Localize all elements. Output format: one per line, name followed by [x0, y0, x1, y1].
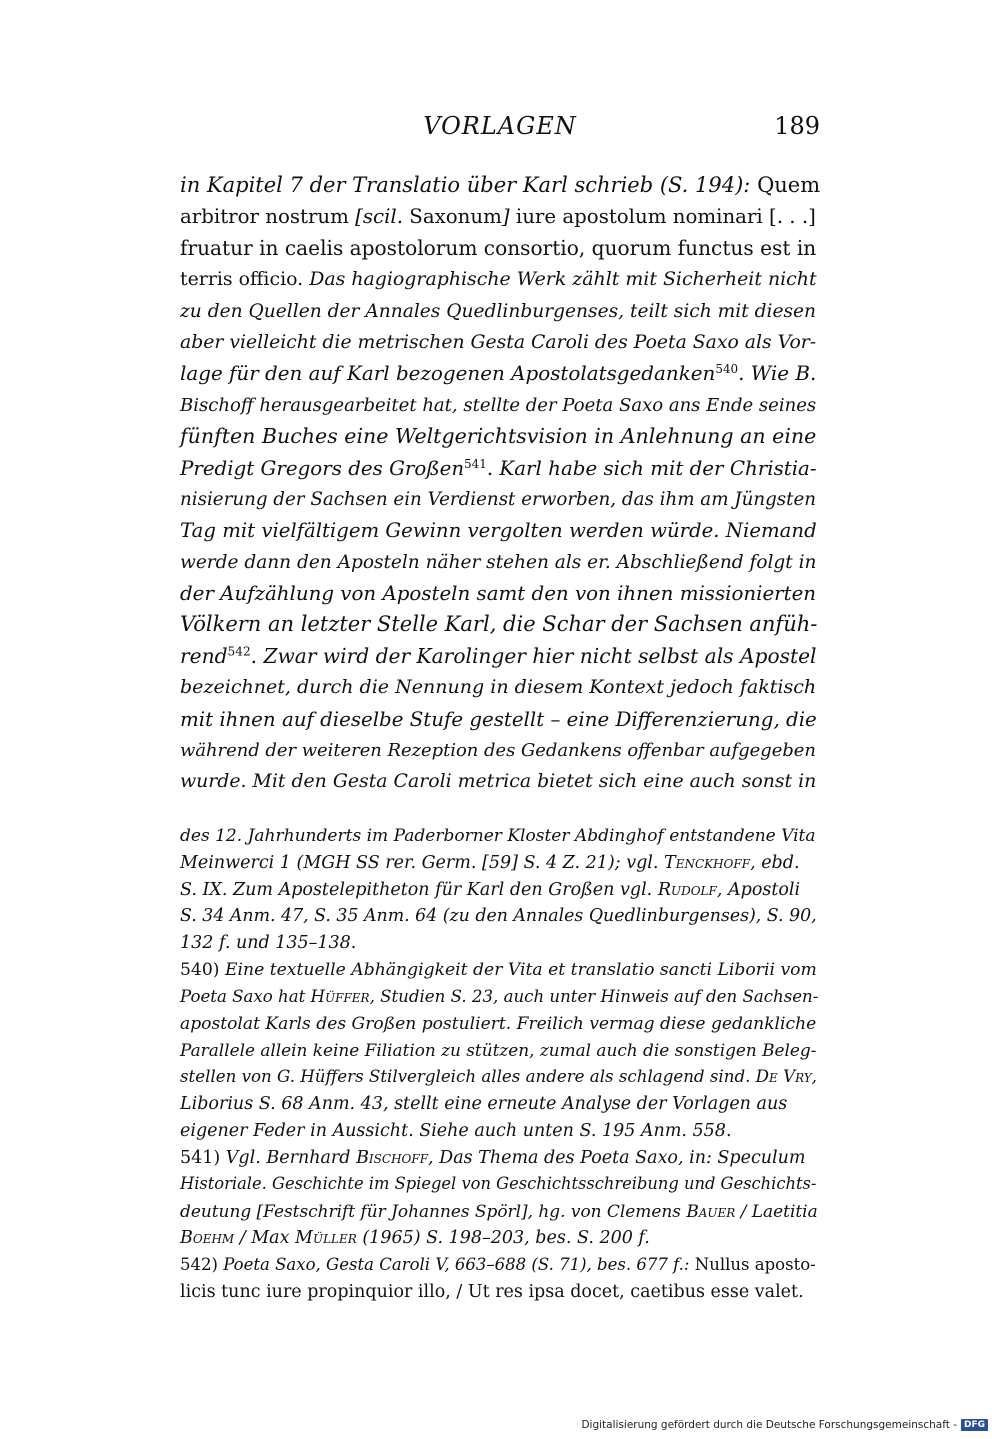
- footnote-line: [180, 903, 820, 930]
- running-title: VORLAGEN: [423, 112, 577, 140]
- body-line: [180, 484, 820, 515]
- page-number: 189: [774, 112, 820, 140]
- text-run: [scil.: [355, 205, 404, 229]
- body-line: [180, 421, 820, 452]
- text-run: eigener Feder in Aussicht. Siehe auch unten S. 195 Anm. 558.: [180, 1120, 732, 1141]
- body-line: [180, 390, 820, 421]
- body-line: [180, 453, 820, 484]
- footnotes: [180, 823, 820, 1305]
- text-run: lage für den auf Karl bezogenen Apostolatsgedanken: [180, 362, 716, 386]
- body-line: [180, 201, 820, 232]
- body-line: [180, 296, 820, 327]
- digitization-notice-text: Digitalisierung gefördert durch die Deutsche Forschungsgemeinschaft -: [581, 1419, 957, 1431]
- body-line: [180, 327, 820, 358]
- text-run: werde dann den Aposteln näher stehen als er. Abschließend folgt in: [180, 551, 817, 573]
- text-run: ]: [501, 205, 510, 229]
- body-line: [180, 547, 820, 578]
- text-run: des 12. Jahrhunderts im Paderborner Kloster Abdinghof entstandene Vita: [180, 826, 816, 846]
- text-run: Nullus aposto-: [689, 1254, 816, 1274]
- footnote-line: [180, 1064, 820, 1091]
- text-run: 540): [180, 959, 225, 980]
- text-run: 132 f. und 135–138.: [180, 933, 357, 954]
- body-line: [180, 672, 820, 703]
- footnote-line: [180, 1091, 820, 1118]
- footnote-line: [180, 930, 820, 957]
- text-run: Liborius S. 68 Anm. 43, stellt eine erneute Analyse der Vorlagen aus: [180, 1093, 788, 1114]
- text-run: wurde. Mit den Gesta Caroli metrica bietet sich eine auch sonst in: [180, 770, 817, 793]
- text-run: S. 34 Anm. 47, S. 35 Anm. 64 (zu den Annales Quedlinburgenses), S. 90,: [180, 906, 817, 927]
- text-run: fünften Buches eine Weltgerichtsvision in Anlehnung an eine: [180, 424, 817, 449]
- text-run: Vgl. Bernhard: [225, 1147, 357, 1168]
- text-run: . Zwar wird der Karolinger hier nicht selbst als Apostel: [250, 643, 817, 668]
- body-line: [180, 170, 820, 201]
- footnote-line: [180, 984, 820, 1011]
- body-line: [180, 264, 820, 295]
- text-run: Meinwerci 1 (MGH SS rer. Germ. [59] S. 4 Z. 21); vgl.: [180, 852, 665, 873]
- footnote-line: [180, 1118, 820, 1145]
- text-run: , Apostoli: [716, 879, 801, 900]
- text-run: mit ihnen auf dieselbe Stufe gestellt – eine Differenzierung, die: [180, 707, 817, 731]
- text-run: ,: [811, 1067, 817, 1087]
- text-run: Bischoff herausgearbeitet hat, stellte der Poeta Saxo ans Ende seines: [180, 394, 817, 416]
- text-run: iure apostolum nominari [. . .]: [509, 205, 816, 229]
- text-run: Poeta Saxo hat: [180, 986, 311, 1006]
- footnote-line: [180, 1011, 820, 1038]
- dfg-logo: DFG: [961, 1419, 988, 1431]
- text-run: während der weiteren Rezeption des Gedankens offenbar aufgegeben: [180, 740, 816, 762]
- text-run: licis tunc iure propinquior illo, / Ut res ipsa docet, caetibus esse valet.: [180, 1281, 804, 1302]
- text-run: Predigt Gregors des Großen: [180, 456, 465, 480]
- footnote-line: [180, 1198, 820, 1225]
- text-run: Saxonum: [403, 205, 502, 229]
- author-name: Tenckhoff: [664, 852, 751, 873]
- footnote-line: [180, 1252, 820, 1279]
- footnote-line: [180, 1037, 820, 1064]
- footnote-line: [180, 1279, 820, 1306]
- body-line: [180, 641, 820, 672]
- text-run: , Studien S. 23, auch unter Hinweis auf den Sachsen-: [369, 986, 819, 1006]
- text-run: Poeta Saxo, Gesta Caroli V, 663–688 (S. 71), bes. 677 f.:: [223, 1254, 690, 1274]
- text-run: aber vielleicht die metrischen Gesta Caroli des Poeta Saxo als Vor-: [180, 331, 817, 353]
- author-name: Bischoff: [356, 1147, 429, 1168]
- body-line: [180, 735, 820, 766]
- text-run: zu den Quellen der Annales Quedlinburgenses, teilt sich mit diesen: [180, 300, 817, 322]
- body-line: [180, 515, 820, 546]
- footnote-line: [180, 877, 820, 904]
- text-run: stellen von G. Hüffers Stilvergleich alles andere als schlagend sind.: [180, 1067, 756, 1087]
- text-run: fruatur in caelis apostolorum consortio, quorum functus est in: [180, 235, 817, 260]
- text-run: Historiale. Geschichte im Spiegel von Geschichtsschreibung und Geschichts-: [180, 1174, 817, 1194]
- author-name: Boehm: [180, 1227, 235, 1248]
- footnote-line: [180, 850, 820, 877]
- main-text: [180, 170, 820, 798]
- text-run: arbitror nostrum: [180, 205, 356, 229]
- author-name: Müller: [295, 1227, 357, 1248]
- text-run: apostolat Karls des Großen postuliert. Freilich vermag diese gedankliche: [180, 1013, 817, 1034]
- footnote-line: [180, 1171, 820, 1198]
- text-run: Parallele allein keine Filiation zu stützen, zumal auch die sonstigen Beleg-: [180, 1040, 817, 1061]
- body-line: [180, 704, 820, 735]
- text-run: nisierung der Sachsen ein Verdienst erworben, das ihm am Jüngsten: [180, 488, 817, 510]
- text-run: Tag mit vielfältigem Gewinn vergolten werden würde. Niemand: [180, 519, 817, 543]
- text-run: 542): [180, 1254, 224, 1274]
- text-run: , ebd.: [750, 852, 800, 873]
- footnote-line: [180, 1145, 820, 1172]
- footnote-reference: 541: [464, 456, 487, 471]
- digitization-notice: [581, 1419, 988, 1431]
- text-run: terris officio.: [180, 268, 310, 291]
- footnote-line: [180, 823, 820, 850]
- footnote-reference: 540: [715, 362, 739, 377]
- author-name: Hüffer: [310, 986, 370, 1006]
- text-run: . Karl habe sich mit der Christia-: [486, 456, 817, 480]
- text-run: Eine textuelle Abhängigkeit der Vita et translatio sancti Liborii vom: [224, 959, 817, 980]
- text-run: / Laetitia: [735, 1201, 818, 1222]
- text-run: der Aufzählung von Aposteln samt den von ihnen missionierten: [180, 582, 817, 606]
- body-line: [180, 766, 820, 797]
- body-line: [180, 609, 820, 640]
- text-run: Quem: [750, 173, 821, 197]
- running-head: [180, 112, 820, 146]
- footnote-line: [180, 957, 820, 984]
- text-run: . Wie B.: [738, 362, 817, 386]
- body-line: [180, 358, 820, 389]
- author-name: De Vry: [755, 1067, 812, 1087]
- text-run: Völkern an letzter Stelle Karl, die Schar der Sachsen anfüh-: [180, 612, 818, 637]
- author-name: Rudolf: [657, 879, 717, 900]
- body-line: [180, 578, 820, 609]
- text-run: S. IX. Zum Apostelepitheton für Karl den Großen vgl.: [180, 879, 658, 900]
- text-run: Das hagiographische Werk zählt mit Sicherheit nicht: [309, 268, 817, 291]
- text-run: in Kapitel 7 der Translatio über Karl schrieb (S. 194):: [180, 173, 751, 197]
- footnote-reference: 542: [227, 644, 251, 659]
- text-run: bezeichnet, durch die Nennung in diesem Kontext jedoch faktisch: [180, 676, 817, 699]
- text-run: rend: [180, 643, 228, 668]
- text-run: (1965) S. 198–203, bes. S. 200 f.: [356, 1227, 650, 1248]
- text-run: / Max: [234, 1227, 296, 1248]
- author-name: Bauer: [686, 1201, 736, 1222]
- body-line: [180, 233, 820, 264]
- footnote-line: [180, 1225, 820, 1252]
- text-run: deutung [Festschrift für Johannes Spörl], hg. von Clemens: [180, 1201, 687, 1222]
- text-run: 541): [180, 1147, 226, 1168]
- text-run: , Das Thema des Poeta Saxo, in: Speculum: [428, 1147, 806, 1168]
